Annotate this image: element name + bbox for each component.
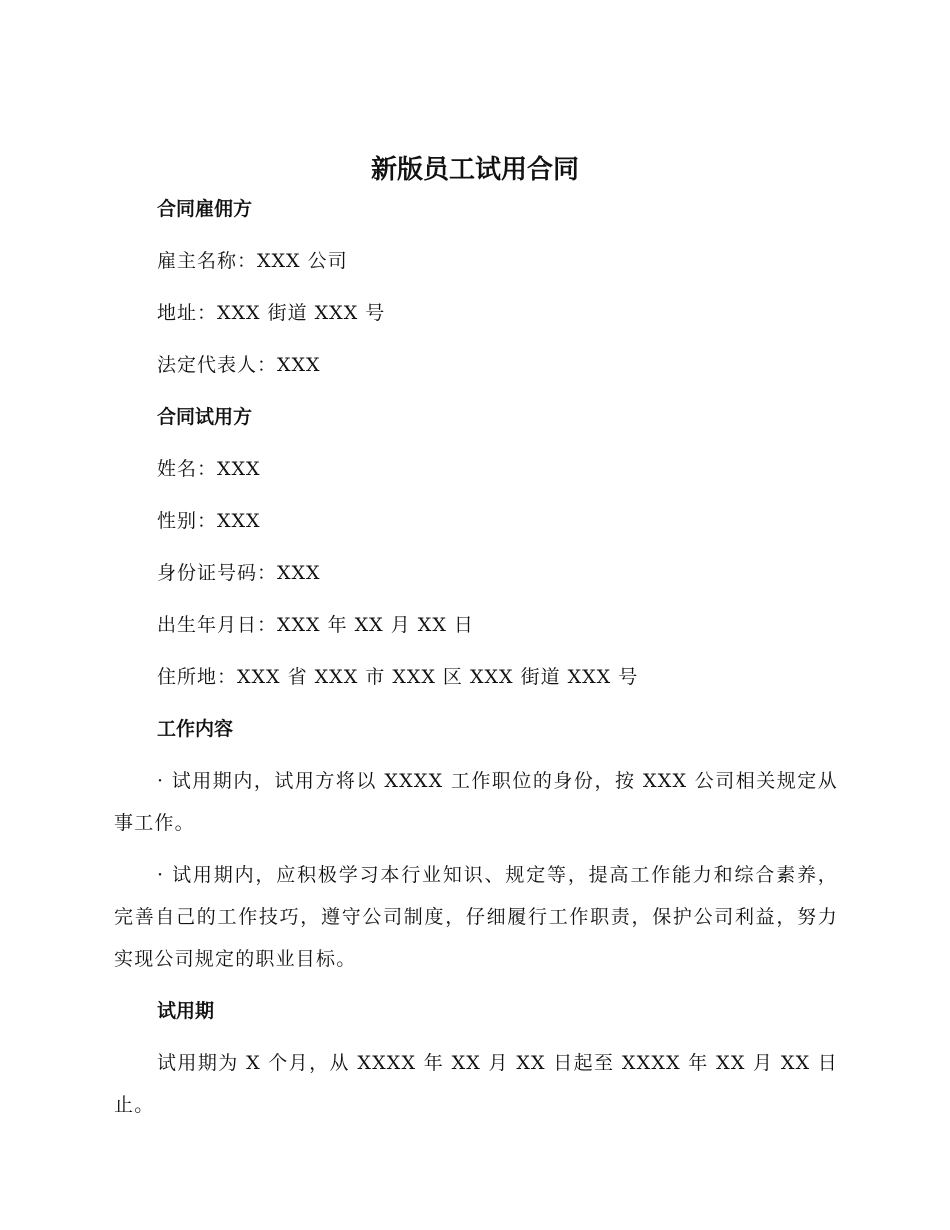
employer-address-field: 地址：XXX 街道 XXX 号 <box>157 302 386 324</box>
legal-representative-field: 法定代表人：XXX <box>157 354 321 376</box>
probationer-id-number-field: 身份证号码：XXX <box>157 562 321 584</box>
section-heading-probationer: 合同试用方 <box>157 406 253 428</box>
probation-period-paragraph: 试用期为 X 个月，从 XXXX 年 XX 月 XX 日起至 XXXX 年 XX 月 XX 日止。 <box>114 1052 838 1116</box>
section-heading-employer: 合同雇佣方 <box>157 198 253 220</box>
document-body <box>114 188 838 1136</box>
probationer-birthdate-field: 出生年月日：XXX 年 XX 月 XX 日 <box>157 614 474 636</box>
section-heading-work-content: 工作内容 <box>157 718 234 740</box>
probationer-gender-field: 性别：XXX <box>157 510 261 532</box>
work-content-paragraph: · 试用期内，应积极学习本行业知识、规定等，提高工作能力和综合素养，完善自己的工作技巧，遵守公司制度，仔细履行工作职责，保护公司利益，努力实现公司规定的职业目标。 <box>114 864 838 970</box>
document-title: 新版员工试用合同 <box>370 155 579 185</box>
section-heading-probation-period: 试用期 <box>157 1000 215 1022</box>
work-content-paragraph: · 试用期内，试用方将以 XXXX 工作职位的身份，按 XXX 公司相关规定从事工作。 <box>114 770 838 834</box>
probationer-name-field: 姓名：XXX <box>157 458 261 480</box>
employer-name-field: 雇主名称：XXX 公司 <box>157 250 348 272</box>
probationer-residence-field: 住所地：XXX 省 XXX 市 XXX 区 XXX 街道 XXX 号 <box>157 666 639 688</box>
